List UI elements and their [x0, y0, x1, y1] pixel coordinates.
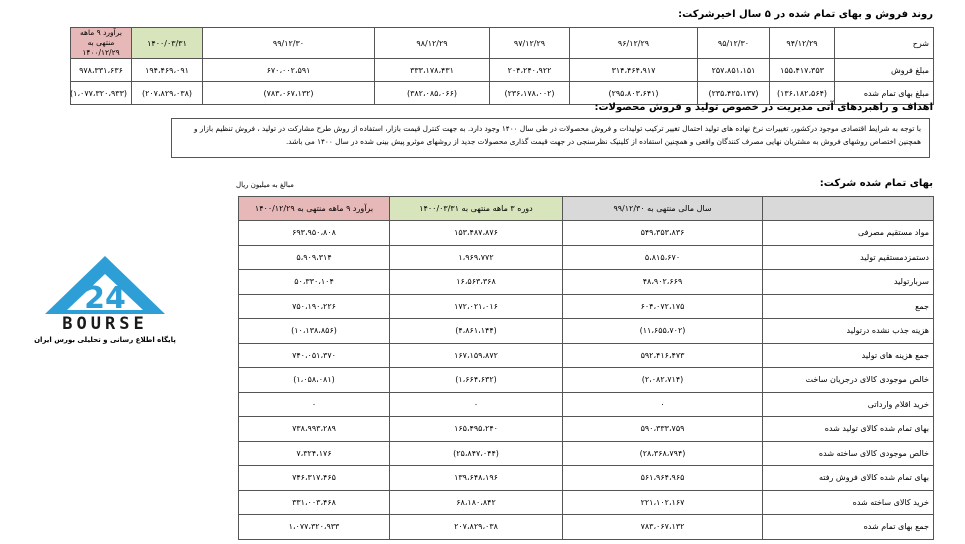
header-year: ۹۵/۱۲/۳۰: [698, 28, 770, 59]
cell-value: ۱۷۲،۰۲۱،۰۱۶: [390, 294, 563, 319]
cell-value: ۵۹۲،۴۱۶،۴۷۳: [563, 343, 763, 368]
cell-value: (۲۵،۸۴۷،۰۴۴): [390, 441, 563, 466]
cell-value: ۵۴۹،۳۵۳،۸۳۶: [563, 221, 763, 246]
cell-value: ۲۵۷،۸۵۱،۱۵۱: [698, 59, 770, 82]
bourse-logo: [25, 252, 185, 352]
row-label: مواد مستقیم مصرفی: [763, 221, 934, 246]
cell-value: ۵۹۰،۳۳۳،۷۵۹: [563, 417, 763, 442]
row-label: مبلغ بهای تمام شده: [835, 82, 934, 105]
cell-value: (۲۸،۳۶۸،۷۹۴): [563, 441, 763, 466]
row-label: هزینه جذب نشده درتولید: [763, 319, 934, 344]
cost-table: [238, 196, 934, 540]
cell-value: ۳۱۴،۴۶۴،۹۱۷: [570, 59, 698, 82]
cost-row: [239, 392, 934, 417]
cost-row: [239, 515, 934, 540]
header-year: ۹۹/۱۲/۳۰: [203, 28, 375, 59]
cost-row: [239, 417, 934, 442]
cell-value: ۹۷۸،۳۳۱،۶۳۶: [71, 59, 132, 82]
cell-value: ۶۷۰،۰۰۲،۵۹۱: [203, 59, 375, 82]
cell-value: ۰: [390, 392, 563, 417]
sales-row: [71, 59, 934, 82]
cost-row: [239, 368, 934, 393]
row-label: بهای تمام شده کالای تولید شده: [763, 417, 934, 442]
cell-value: ۵۶۱،۹۶۴،۹۶۵: [563, 466, 763, 491]
cell-value: ۶۸،۱۸۰،۸۴۲: [390, 490, 563, 515]
cell-value: (۷۸۳،۰۶۷،۱۳۲): [203, 82, 375, 105]
cell-value: (۴،۸۶۱،۱۴۴): [390, 319, 563, 344]
header-year: ۹۶/۱۲/۲۹: [570, 28, 698, 59]
row-label: جمع بهای تمام شده: [763, 515, 934, 540]
cost-row: [239, 343, 934, 368]
unit-note: مبالغ به میلیون ریال: [236, 181, 294, 189]
strategy-title: اهداف و راهبردهای آتی مدیریت در خصوص تولید و فروش محصولات:: [594, 102, 933, 113]
cell-value: ۷۴۶،۳۱۷،۴۶۵: [239, 466, 390, 491]
cell-value: ۱۵۳،۴۸۷،۸۷۶: [390, 221, 563, 246]
cell-value: ۱،۹۶۹،۷۷۲: [390, 245, 563, 270]
sales-header-row: [71, 28, 934, 59]
cell-value: ۶۰۴،۰۷۲،۱۷۵: [563, 294, 763, 319]
row-label: خرید اقلام وارداتی: [763, 392, 934, 417]
cell-value: ۱۶۵،۴۹۵،۲۴۰: [390, 417, 563, 442]
header-year: ۹۸/۱۲/۲۹: [375, 28, 490, 59]
row-label: جمع هزینه های تولید: [763, 343, 934, 368]
row-label: بهای تمام شده کالای فروش رفته: [763, 466, 934, 491]
cell-value: (۲۰۷،۸۲۹،۰۳۸): [132, 82, 203, 105]
cell-value: ۷۴۰،۰۵۱،۳۷۰: [239, 343, 390, 368]
header-description: [763, 197, 934, 221]
cell-value: (۱۳۶،۱۸۲،۵۶۴): [770, 82, 835, 105]
cost-title: بهای تمام شده شرکت:: [819, 178, 933, 189]
cell-value: ۳۳۳،۱۷۸،۴۳۱: [375, 59, 490, 82]
cell-value: (۱۰،۱۳۸،۸۵۶): [239, 319, 390, 344]
cell-value: ۵،۹۰۹،۳۱۴: [239, 245, 390, 270]
cell-value: ۷۳۸،۹۹۳،۲۸۹: [239, 417, 390, 442]
cell-value: ۲۰۷،۸۲۹،۰۳۸: [390, 515, 563, 540]
cell-value: ۳۳۱،۰۰۳،۴۶۸: [239, 490, 390, 515]
cell-value: (۲۳۵،۴۲۵،۱۳۷): [698, 82, 770, 105]
cell-value: (۱،۰۵۸،۰۸۱): [239, 368, 390, 393]
cell-value: ۴۸،۹۰۲،۶۶۹: [563, 270, 763, 295]
sales-trend-table: [70, 27, 934, 105]
cell-value: ۷،۳۲۴،۱۷۶: [239, 441, 390, 466]
cost-row: [239, 245, 934, 270]
logo-tagline: پایگاه اطلاع رسانی و تحلیلی بورس ایران: [34, 336, 176, 344]
strategy-text: با توجه به شرایط اقتصادی موجود درکشور، تغییرات نرخ نهاده های تولید احتمال تغییر ترکیب تولیدات و فروش محصولات در طی سال ۱۴۰۰ وجود دارد. به جهت کنترل قیمت بازار، استفاده از روش طرح مشارکت در تولید ، فروش تنظیم بازار و همچنین اختصاص روشهای فروش به مشتریان نهایی مصرف کنندگان واقعی و همچنین استفاده از کلینیک نظرسنجی در جهت قیمت گذاری محصولات جدید از روشهای موثرو پیش بینی شده در سال ۱۴۰۰ می باشد.: [171, 118, 930, 158]
header-forecast: برآورد ۹ ماهه منتهی به ۱۴۰۰/۱۲/۲۹: [239, 197, 390, 221]
header-quarter: دوره ۳ ماهه منتهی به ۱۴۰۰/۰۳/۳۱: [390, 197, 563, 221]
cell-value: ۱۳۹،۶۴۸،۱۹۶: [390, 466, 563, 491]
cell-value: (۱،۰۷۷،۳۲۰،۹۳۳): [71, 82, 132, 105]
cost-row: [239, 466, 934, 491]
cost-row: [239, 319, 934, 344]
header-fiscal-year: سال مالی منتهی به ۹۹/۱۲/۳۰: [563, 197, 763, 221]
cell-value: ۱۹۴،۴۶۹،۰۹۱: [132, 59, 203, 82]
cost-row: [239, 294, 934, 319]
row-label: جمع: [763, 294, 934, 319]
cost-row: [239, 490, 934, 515]
svg-text:24: 24: [84, 281, 126, 316]
cell-value: ۲۰۴،۲۴۰،۹۲۲: [490, 59, 570, 82]
cell-value: (۲۹۵،۸۰۳،۶۴۱): [570, 82, 698, 105]
cell-value: ۰: [563, 392, 763, 417]
cost-row: [239, 221, 934, 246]
cell-value: ۱۵۵،۴۱۷،۳۵۳: [770, 59, 835, 82]
cost-row: [239, 270, 934, 295]
cell-value: (۲۳۶،۱۷۸،۰۰۲): [490, 82, 570, 105]
cell-value: (۱۱،۶۵۵،۷۰۲): [563, 319, 763, 344]
cell-value: ۱۶۷،۱۵۹،۸۷۲: [390, 343, 563, 368]
cell-value: ۶۹۳،۹۵۰،۸۰۸: [239, 221, 390, 246]
cell-value: (۲،۰۸۲،۷۱۴): [563, 368, 763, 393]
row-label: خالص موجودی کالای درجریان ساخت: [763, 368, 934, 393]
cost-header-row: [239, 197, 934, 221]
cell-value: ۱،۰۷۷،۳۲۰،۹۳۳: [239, 515, 390, 540]
cost-row: [239, 441, 934, 466]
logo-brand: BOURSE: [62, 314, 148, 334]
cell-value: (۳۸۲،۰۸۵،۰۶۶): [375, 82, 490, 105]
cell-value: ۷۸۳،۰۶۷،۱۳۲: [563, 515, 763, 540]
cell-value: ۷۵۰،۱۹۰،۲۲۶: [239, 294, 390, 319]
row-label: دستمزدمستقیم تولید: [763, 245, 934, 270]
row-label: خالص موجودی کالای ساخته شده: [763, 441, 934, 466]
row-label: سربارتولید: [763, 270, 934, 295]
cell-value: (۱،۶۶۴،۶۳۲): [390, 368, 563, 393]
row-label: مبلغ فروش: [835, 59, 934, 82]
header-year: ۹۴/۱۲/۲۹: [770, 28, 835, 59]
header-quarter: ۱۴۰۰/۰۳/۳۱: [132, 28, 203, 59]
header-description: شرح: [835, 28, 934, 59]
trend-title: روند فروش و بهای تمام شده در ۵ سال اخیرشرکت:: [678, 9, 933, 20]
cell-value: ۰: [239, 392, 390, 417]
cell-value: ۲۲۱،۱۰۲،۱۶۷: [563, 490, 763, 515]
row-label: خرید کالای ساخته شده: [763, 490, 934, 515]
header-year: ۹۷/۱۲/۲۹: [490, 28, 570, 59]
cell-value: ۵۰،۳۳۰،۱۰۴: [239, 270, 390, 295]
cell-value: ۵،۸۱۵،۶۷۰: [563, 245, 763, 270]
cell-value: ۱۶،۵۶۳،۳۶۸: [390, 270, 563, 295]
header-forecast: برآورد ۹ ماهه منتهی به ۱۴۰۰/۱۲/۲۹: [71, 28, 132, 59]
